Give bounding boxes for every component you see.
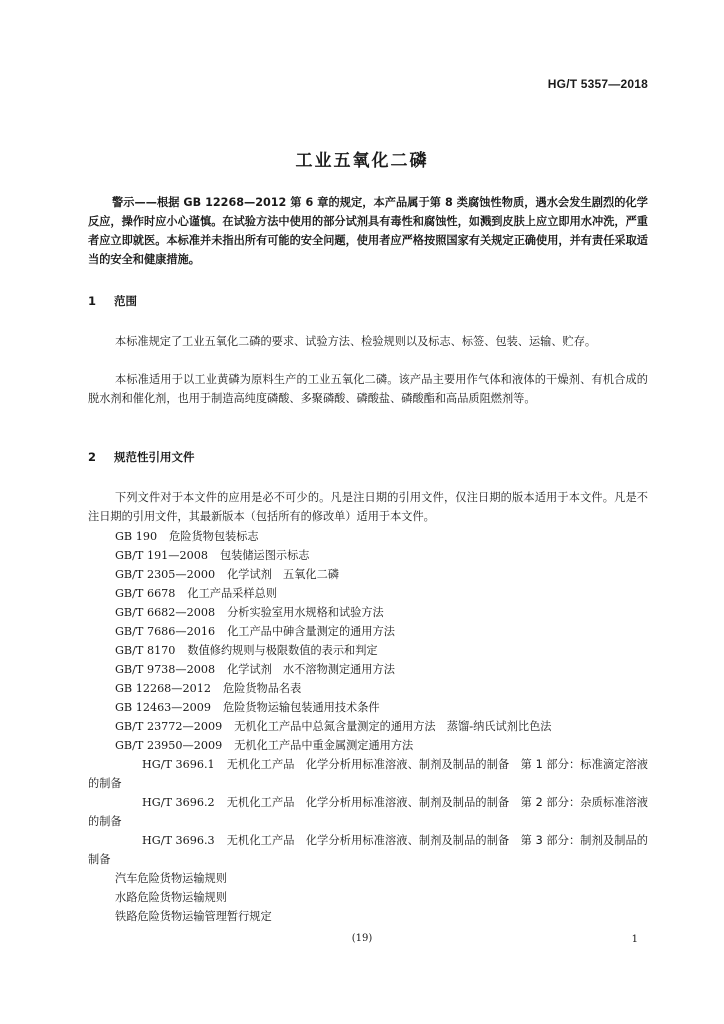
reference-title: 危险货物品名表 [222,682,302,695]
reference-item [88,603,648,622]
reference-code: GB/T 191—2008 [115,549,208,562]
reference-item [88,660,648,679]
reference-code: GB/T 23772—2009 [115,720,223,733]
document-title: 工业五氧化二磷 [295,151,429,171]
reference-item [88,679,648,698]
reference-item [88,717,648,736]
section-title: 范围 [114,294,137,308]
reference-title: 化学试剂 水不溶物测定通用方法 [227,663,395,676]
references-intro-paragraph: 下列文件对于本文件的应用是必不可少的。凡是注日期的引用文件，仅注日期的版本适用于本文件。凡是不注日期的引用文件，其最新版本（包括所有的修改单）适用于本文件。 [88,491,648,523]
reference-code: GB/T 23950—2009 [115,739,223,752]
reference-item [88,907,648,926]
reference-title: 数值修约规则与极限数值的表示和判定 [187,644,378,657]
reference-code: HG/T 3696.1 [142,758,215,771]
reference-title: 汽车危险货物运输规则 [115,872,227,885]
footer-page-number: 1 [631,934,638,945]
reference-code: HG/T 3696.2 [142,796,215,809]
reference-item [88,622,648,641]
reference-item [88,888,648,907]
reference-title: 化工产品采样总则 [187,587,277,600]
reference-item [88,565,648,584]
reference-title: 无机化工产品 化学分析用标准溶液、制剂及制品的制备 第 1 部分：标准滴定溶液的制备 [88,758,648,790]
reference-code: GB 190 [115,530,158,543]
reference-title: 无机化工产品 化学分析用标准溶液、制剂及制品的制备 第 3 部分：制剂及制品的制备 [88,834,648,866]
reference-item [88,736,648,755]
reference-title: 危险货物运输包装通用技术条件 [222,701,380,714]
reference-item [88,793,648,831]
warning-paragraph: 警示——根据 GB 12268—2012 第 6 章的规定，本产品属于第 8 类腐蚀性物质，遇水会发生剧烈的化学反应，操作时应小心谨慎。在试验方法中使用的部分试剂具有毒性和腐蚀性，如溅到皮肤上应立即用水冲洗，严重者应立即就医。本标准并未指出所有可能的安全问题，使用者应严格按照国家有关规定正确使用，并有责任采取适当的安全和健康措施。 [88,196,648,266]
standard-code: HG/T 5357—2018 [547,77,648,91]
reference-title: 无机化工产品中重金属测定通用方法 [234,739,414,752]
reference-item [88,698,648,717]
scope-paragraph-2: 本标准适用于以工业黄磷为原料生产的工业五氧化二磷。该产品主要用作气体和液体的干燥剂、有机合成的脱水剂和催化剂，也用于制造高纯度磷酸、多聚磷酸、磷酸盐、磷酸酯和高品质阻燃剂等。 [88,373,648,405]
reference-code: GB/T 6682—2008 [115,606,216,619]
reference-title: 化学试剂 五氧化二磷 [227,568,339,581]
reference-title: 危险货物包装标志 [169,530,259,543]
reference-title: 分析实验室用水规格和试验方法 [227,606,384,619]
reference-item [88,755,648,793]
reference-item [88,546,648,565]
section-title: 规范性引用文件 [114,450,195,464]
reference-item [88,831,648,869]
reference-title: 铁路危险货物运输管理暂行规定 [115,910,272,923]
reference-code: GB 12268—2012 [115,682,211,695]
reference-title: 包装储运图示标志 [219,549,310,562]
section-2-heading [88,449,195,465]
reference-code: GB/T 6678 [115,587,176,600]
reference-item [88,641,648,660]
reference-title: 无机化工产品 化学分析用标准溶液、制剂及制品的制备 第 2 部分：杂质标准溶液的制备 [88,796,648,828]
reference-code: GB/T 2305—2000 [115,568,216,581]
reference-code: GB/T 9738—2008 [115,663,216,676]
reference-code: GB/T 7686—2016 [115,625,216,638]
reference-code: HG/T 3696.3 [142,834,215,847]
reference-title: 无机化工产品中总氮含量测定的通用方法 蒸馏-纳氏试剂比色法 [234,720,552,733]
reference-code: GB/T 8170 [115,644,176,657]
scope-paragraph-1: 本标准规定了工业五氧化二磷的要求、试验方法、检验规则以及标志、标签、包装、运输、贮存。 [115,335,597,348]
reference-item [88,869,648,888]
section-number: 2 [88,450,97,464]
reference-title: 水路危险货物运输规则 [115,891,227,904]
section-1-heading [88,293,137,309]
reference-code: GB 12463—2009 [115,701,211,714]
reference-item [88,584,648,603]
reference-item [88,527,648,546]
reference-title: 化工产品中砷含量测定的通用方法 [227,625,395,638]
normative-references-list [88,527,648,926]
footer-page-label: (19) [351,933,373,944]
section-number: 1 [88,294,97,308]
